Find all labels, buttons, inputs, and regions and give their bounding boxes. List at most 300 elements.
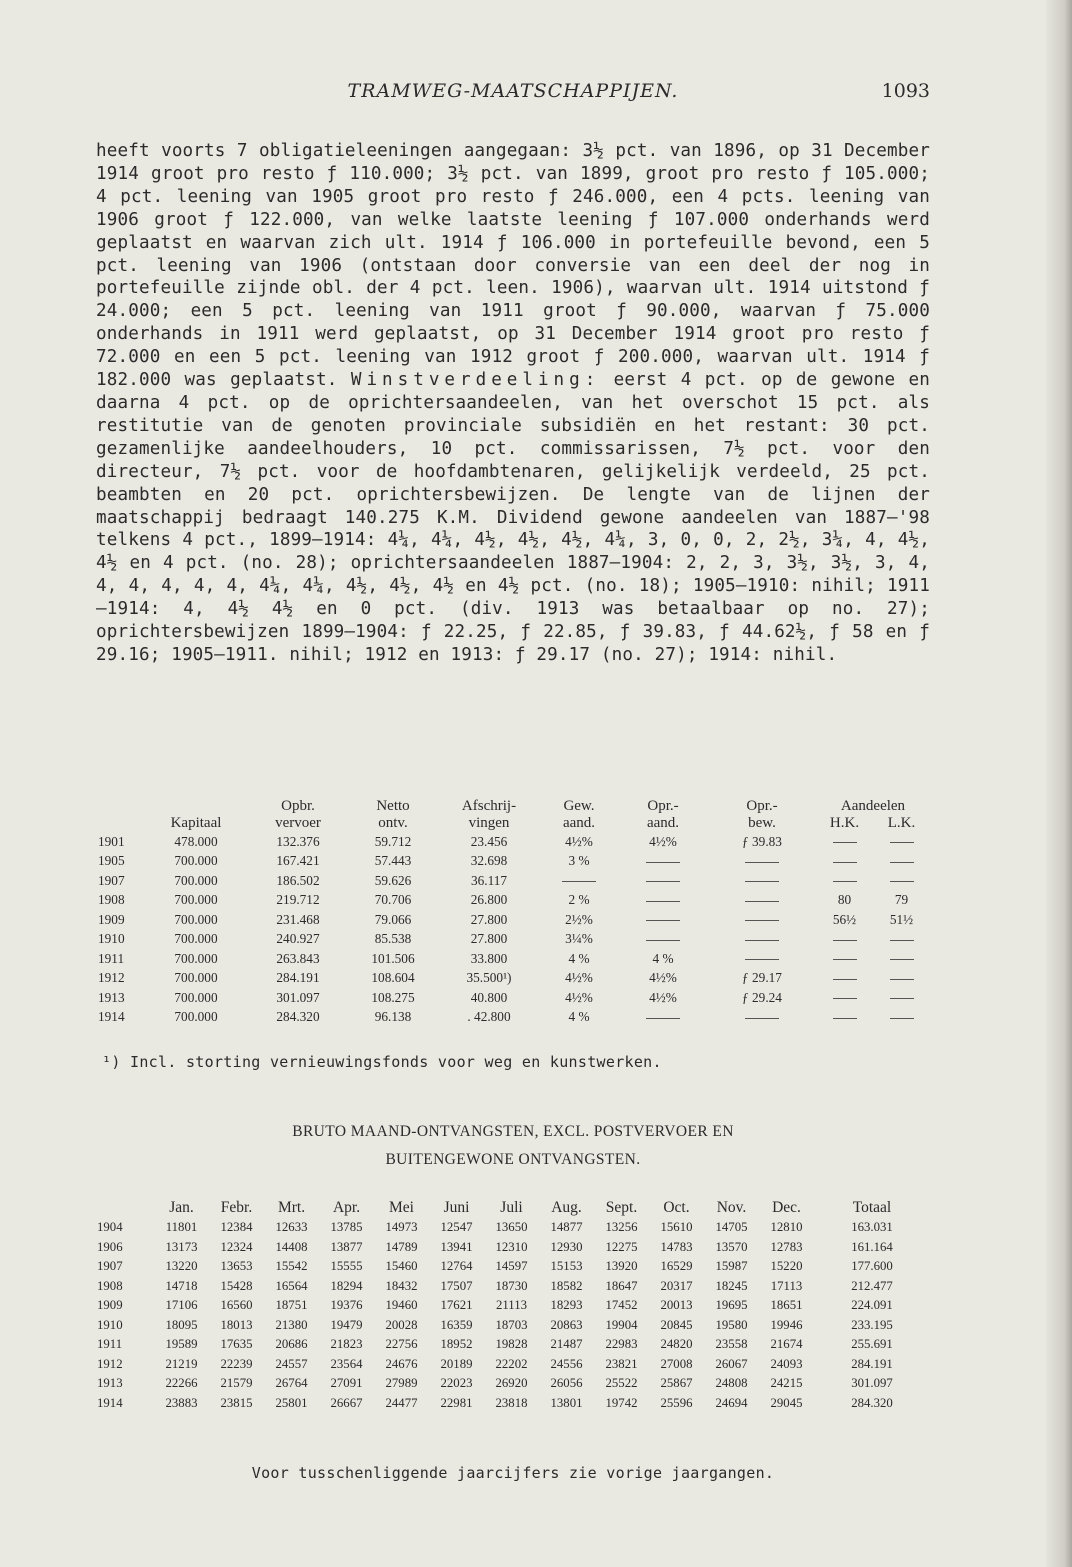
cell-opr-aand: 4 % [652, 950, 674, 966]
table-row [96, 949, 930, 969]
dash-mark [890, 881, 914, 882]
monthly-section-title [96, 1118, 930, 1174]
cell-month-value: 13801 [550, 1395, 583, 1410]
col-header-vingen: vingen [468, 815, 510, 831]
table-row [96, 1218, 930, 1238]
month-header: Oct. [663, 1198, 690, 1216]
cell-ontv: 70.706 [374, 892, 412, 908]
dash-mark [833, 862, 857, 863]
table-header-row-bottom [96, 815, 930, 832]
cell-kapitaal: 700.000 [174, 911, 218, 927]
monthly-title-line-2: BUITENGEWONE ONTVANGSTEN. [385, 1151, 641, 1168]
cell-month-value: 22023 [440, 1376, 473, 1391]
dash-mark [646, 862, 680, 863]
cell-opr-aand [618, 871, 708, 891]
col-header-opr-aand: Opr.- [647, 798, 679, 814]
cell-hk [816, 969, 873, 989]
cell-month-value: 16359 [440, 1317, 473, 1332]
table-row [96, 852, 930, 872]
cell-ontv: 85.538 [374, 931, 412, 947]
cell-opr-bew [708, 1008, 816, 1028]
cell-month-value: 12810 [770, 1220, 803, 1235]
cell-month-value: 13570 [715, 1239, 748, 1254]
row-year: 1912 [97, 1356, 123, 1371]
cell-vervoer: 186.502 [276, 872, 320, 888]
cell-opr-aand [618, 891, 708, 911]
cell-month-value: 19904 [605, 1317, 638, 1332]
cell-month-value: 23821 [605, 1356, 638, 1371]
cell-hk [816, 930, 873, 950]
cell-kapitaal: 700.000 [174, 931, 218, 947]
cell-month-value: 20013 [660, 1298, 693, 1313]
cell-month-value: 14718 [165, 1278, 198, 1293]
monthly-receipts-table [96, 1197, 930, 1413]
cell-month-value: 21674 [770, 1337, 803, 1352]
cell-month-value: 14783 [660, 1239, 693, 1254]
table-row [96, 1394, 930, 1414]
cell-month-value: 21579 [220, 1376, 253, 1391]
cell-month-value: 18647 [605, 1278, 638, 1293]
monthly-table-body [96, 1218, 930, 1413]
cell-lk [873, 969, 930, 989]
cell-vervoer: 301.097 [276, 989, 320, 1005]
dash-mark [646, 1018, 680, 1019]
cell-hk [816, 852, 873, 872]
cell-month-value: 13653 [220, 1259, 253, 1274]
row-year: 1909 [97, 1298, 123, 1313]
cell-month-value: 21380 [275, 1317, 308, 1332]
cell-hk [816, 949, 873, 969]
cell-month-value: 24676 [385, 1356, 418, 1371]
cell-total: 255.691 [851, 1337, 893, 1352]
cell-hk: 56½ [832, 911, 857, 927]
cell-month-value: 20845 [660, 1317, 693, 1332]
cell-month-value: 13650 [495, 1220, 528, 1235]
month-header: Totaal [852, 1198, 892, 1216]
dash-mark [833, 881, 857, 882]
cell-month-value: 20317 [660, 1278, 693, 1293]
cell-month-value: 15542 [275, 1259, 308, 1274]
cell-month-value: 18293 [550, 1298, 583, 1313]
dash-mark [890, 862, 914, 863]
cell-month-value: 17452 [605, 1298, 638, 1313]
cell-year: 1914 [98, 1009, 125, 1025]
cell-ontv: 79.066 [374, 911, 412, 927]
cell-gew: 4½% [565, 833, 593, 849]
dash-mark [890, 842, 914, 843]
cell-month-value: 23564 [330, 1356, 363, 1371]
dash-mark [745, 1018, 779, 1019]
cell-month-value: 24477 [385, 1395, 418, 1410]
col-header-gew: Gew. [563, 798, 595, 814]
cell-month-value: 23818 [495, 1395, 528, 1410]
cell-month-value: 14789 [385, 1239, 418, 1254]
cell-opr-aand [618, 852, 708, 872]
cell-month-value: 25522 [605, 1376, 638, 1391]
cell-month-value: 19946 [770, 1317, 803, 1332]
cell-month-value: 26067 [715, 1356, 748, 1371]
cell-hk [816, 1008, 873, 1028]
cell-month-value: 18245 [715, 1278, 748, 1293]
cell-month-value: 18651 [770, 1298, 803, 1313]
cell-total: 161.164 [851, 1239, 893, 1254]
cell-ontv: 108.275 [371, 989, 415, 1005]
cell-month-value: 12324 [220, 1239, 253, 1254]
cell-month-value: 18432 [385, 1278, 418, 1293]
cell-afschr: 27.800 [470, 931, 508, 947]
cell-month-value: 19828 [495, 1337, 528, 1352]
cell-month-value: 18730 [495, 1278, 528, 1293]
page-header [96, 80, 930, 112]
running-title: TRAMWEG-MAATSCHAPPIJEN. [347, 80, 679, 102]
col-header-lk: L.K. [887, 815, 916, 831]
dash-mark [833, 1018, 857, 1019]
cell-ontv: 108.604 [371, 970, 415, 986]
footnote: ¹) Incl. storting vernieuwingsfonds voor weg en kunstwerken. [102, 1053, 662, 1071]
table-row [96, 988, 930, 1008]
cell-kapitaal: 700.000 [174, 892, 218, 908]
page-edge-shadow [1046, 0, 1072, 1567]
cell-lk [873, 1008, 930, 1028]
cell-year: 1907 [98, 872, 125, 888]
cell-lk [873, 871, 930, 891]
cell-opr-aand: 4½% [649, 989, 677, 1005]
cell-gew: 3¼% [565, 931, 593, 947]
cell-month-value: 12783 [770, 1239, 803, 1254]
cell-vervoer: 231.468 [276, 911, 320, 927]
cell-year: 1901 [98, 833, 125, 849]
dash-mark [745, 862, 779, 863]
cell-total: 284.191 [851, 1356, 893, 1371]
table-row [96, 930, 930, 950]
cell-month-value: 26764 [275, 1376, 308, 1391]
cell-month-value: 15220 [770, 1259, 803, 1274]
col-header-opbr: Opbr. [281, 798, 315, 814]
cell-month-value: 16529 [660, 1259, 693, 1274]
financial-table [96, 798, 930, 1027]
cell-month-value: 12764 [440, 1259, 473, 1274]
cell-afschr: . 42.800 [467, 1009, 511, 1025]
cell-month-value: 12930 [550, 1239, 583, 1254]
cell-month-value: 19589 [165, 1337, 198, 1352]
dash-mark [890, 998, 914, 999]
col-header-afschrij: Afschrij- [461, 798, 517, 814]
row-year: 1911 [97, 1337, 123, 1352]
cell-month-value: 21219 [165, 1356, 198, 1371]
cell-year: 1912 [98, 970, 125, 986]
dash-mark [562, 881, 596, 882]
cell-month-value: 18013 [220, 1317, 253, 1332]
cell-afschr: 32.698 [470, 853, 508, 869]
spaced-term: Winstverdeeling: [350, 370, 601, 391]
cell-month-value: 14597 [495, 1259, 528, 1274]
cell-opr-bew: ƒ 29.17 [742, 970, 782, 986]
cell-month-value: 12547 [440, 1220, 473, 1235]
cell-total: 163.031 [851, 1220, 893, 1235]
month-header [96, 1197, 154, 1218]
month-header: Nov. [716, 1198, 747, 1216]
cell-month-value: 19580 [715, 1317, 748, 1332]
month-header: Apr. [332, 1198, 361, 1216]
page-number: 1093 [881, 80, 930, 102]
cell-month-value: 17635 [220, 1337, 253, 1352]
cell-hk: 80 [837, 892, 852, 908]
col-header-bew: bew. [748, 815, 776, 831]
col-header-aand2: aand. [646, 815, 680, 831]
cell-lk [873, 832, 930, 852]
cell-afschr: 23.456 [470, 833, 508, 849]
cell-month-value: 27989 [385, 1376, 418, 1391]
month-header: Aug. [551, 1198, 582, 1216]
cell-vervoer: 284.320 [276, 1009, 320, 1025]
table-row [96, 1277, 930, 1297]
col-header-kapitaal-blank [144, 798, 248, 815]
cell-vervoer: 219.712 [276, 892, 320, 908]
cell-gew: 4½% [565, 970, 593, 986]
cell-month-value: 13785 [330, 1220, 363, 1235]
dash-mark [833, 959, 857, 960]
cell-month-value: 13941 [440, 1239, 473, 1254]
cell-opr-bew [708, 852, 816, 872]
col-header-aandeelen: Aandeelen [840, 798, 906, 814]
cell-month-value: 13220 [165, 1259, 198, 1274]
cell-month-value: 18294 [330, 1278, 363, 1293]
table-row [96, 1008, 930, 1028]
cell-month-value: 13173 [165, 1239, 198, 1254]
month-header: Juli [500, 1198, 523, 1216]
cell-month-value: 15555 [330, 1259, 363, 1274]
cell-lk [873, 949, 930, 969]
cell-month-value: 24556 [550, 1356, 583, 1371]
cell-month-value: 16564 [275, 1278, 308, 1293]
cell-month-value: 26056 [550, 1376, 583, 1391]
cell-month-value: 24808 [715, 1376, 748, 1391]
cell-month-value: 15428 [220, 1278, 253, 1293]
cell-month-value: 21487 [550, 1337, 583, 1352]
table-row [96, 1374, 930, 1394]
cell-total: 233.195 [851, 1317, 893, 1332]
month-header: Dec. [772, 1198, 801, 1216]
dash-mark [890, 1018, 914, 1019]
bottom-note: Voor tusschenliggende jaarcijfers zie vorige jaargangen. [251, 1464, 775, 1482]
cell-opr-bew [708, 871, 816, 891]
cell-hk [816, 832, 873, 852]
col-header-vervoer: vervoer [275, 815, 321, 831]
table-row [96, 1316, 930, 1336]
cell-gew [540, 871, 618, 891]
table-row [96, 1335, 930, 1355]
cell-opr-bew [708, 930, 816, 950]
cell-year: 1905 [98, 853, 125, 869]
cell-total: 301.097 [851, 1376, 893, 1391]
cell-month-value: 21823 [330, 1337, 363, 1352]
row-year: 1907 [97, 1259, 123, 1274]
cell-opr-bew [708, 910, 816, 930]
dash-mark [646, 901, 680, 902]
cell-afschr: 33.800 [470, 950, 508, 966]
cell-total: 212.477 [851, 1278, 893, 1293]
body-text-before: heeft voorts 7 obligatieleeningen aangegaan: 3½ pct. van 1896, op 31 December 1914 groot pro resto ƒ 110.000; 3½ pct. van 1899, groot pro resto ƒ 105.000; 4 pct. leening van 1905 groot pro resto ƒ 246.000, een 4 pcts. leening van 1906 groot ƒ 122.000, van welke laatste leening ƒ 107.000 onderhands werd geplaatst en waarvan zich ult. 1914 ƒ 106.000 in portefeuille bevond, een 5 pct. leening van 1906 (ontstaan door conversie van een deel der nog in portefeuille zijnde obl. der 4 pct. leen. 1906), waarvan ult. 1914 uitstond ƒ 24.000; een 5 pct. leening van 1911 groot ƒ 90.000, waarvan ƒ 75.000 onderhands in 1911 werd geplaatst, op 31 December 1914 groot pro resto ƒ 72.000 en een 5 pct. leening van 1912 groot ƒ 200.000, waarvan ult. 1914 ƒ 182.000 was geplaatst. [96, 141, 930, 391]
cell-month-value: 24694 [715, 1395, 748, 1410]
col-header-ontv: ontv. [378, 815, 408, 831]
cell-month-value: 14973 [385, 1220, 418, 1235]
cell-opr-bew: ƒ 39.83 [742, 833, 782, 849]
table-row [96, 1296, 930, 1316]
month-header: Sept. [605, 1198, 638, 1216]
financial-table-body [96, 832, 930, 1027]
dash-mark [646, 920, 680, 921]
cell-month-value: 19742 [605, 1395, 638, 1410]
row-year: 1908 [97, 1278, 123, 1293]
cell-month-value: 20189 [440, 1356, 473, 1371]
cell-month-value: 19460 [385, 1298, 418, 1313]
table-row [96, 891, 930, 911]
cell-month-value: 25867 [660, 1376, 693, 1391]
row-year: 1913 [97, 1376, 123, 1391]
col-header-kapitaal: Kapitaal [170, 815, 222, 831]
cell-year: 1909 [98, 911, 125, 927]
cell-month-value: 20863 [550, 1317, 583, 1332]
cell-month-value: 24093 [770, 1356, 803, 1371]
cell-vervoer: 284.191 [276, 970, 320, 986]
cell-opr-aand: 4½% [649, 833, 677, 849]
cell-opr-aand [618, 930, 708, 950]
table-row [96, 1238, 930, 1258]
cell-month-value: 29045 [770, 1395, 803, 1410]
cell-month-value: 17507 [440, 1278, 473, 1293]
cell-lk [873, 930, 930, 950]
table-row [96, 910, 930, 930]
cell-gew: 3 % [568, 853, 590, 869]
cell-gew: 4 % [568, 950, 590, 966]
col-header-opr-bew: Opr.- [746, 798, 778, 814]
cell-month-value: 11801 [165, 1220, 198, 1235]
cell-opr-bew [708, 891, 816, 911]
cell-lk: 79 [894, 892, 909, 908]
cell-month-value: 12310 [495, 1239, 528, 1254]
cell-month-value: 16560 [220, 1298, 253, 1313]
cell-month-value: 22981 [440, 1395, 473, 1410]
dash-mark [890, 940, 914, 941]
cell-month-value: 12275 [605, 1239, 638, 1254]
cell-month-value: 14877 [550, 1220, 583, 1235]
body-text-after: eerst 4 pct. op de gewone en daarna 4 pct. op de oprichtersaandeelen, van het overschot 15 pct. als restitutie van de genoten provinciale subsidiën en het restant: 30 pct. gezamenlijke aandeelhouders, 10 pct. commissarissen, 7½ pct. voor den directeur, 7½ pct. voor de hoofdambtenaren, gelijkelijk verdeeld, 25 pct. beambten en 20 pct. oprichtersbewijzen. De lengte van de lijnen der maatschappij bedraagt 140.275 K.M. Dividend gewone aandeelen van 1887—'98 telkens 4 pct., 1899—1914: 4¼, 4¼, 4½, 4½, 4½, 4¼, 3, 0, 0, 2, 2½, 3¼, 4, 4½, 4½ en 4 pct. (no. 28); oprichtersaandeelen 1887—1904: 2, 2, 3, 3½, 3½, 3, 4, 4, 4, 4, 4, 4, 4¼, 4¼, 4½, 4½, 4½ en 4½ pct. (no. 18); 1905—1910: nihil; 1911—1914: 4, 4½ 4½ en 0 pct. (div. 1913 was betaalbaar op no. 27); oprichtersbewijzen 1899—1904: ƒ 22.25, ƒ 22.85, ƒ 39.83, ƒ 44.62½, ƒ 58 en ƒ 29.16; 1905—1911. nihil; 1912 en 1913: ƒ 29.17 (no. 27); 1914: nihil. [96, 370, 931, 665]
cell-afschr: 26.800 [470, 892, 508, 908]
cell-month-value: 20028 [385, 1317, 418, 1332]
cell-month-value: 14705 [715, 1220, 748, 1235]
cell-month-value: 23558 [715, 1337, 748, 1352]
cell-kapitaal: 700.000 [174, 989, 218, 1005]
cell-hk [816, 988, 873, 1008]
table-header-row-top [96, 798, 930, 815]
row-year: 1910 [97, 1317, 123, 1332]
cell-ontv: 101.506 [371, 950, 415, 966]
cell-vervoer: 167.421 [276, 853, 320, 869]
cell-gew: 4 % [568, 1009, 590, 1025]
cell-month-value: 24820 [660, 1337, 693, 1352]
cell-month-value: 15153 [550, 1259, 583, 1274]
cell-month-value: 19479 [330, 1317, 363, 1332]
row-year: 1906 [97, 1239, 123, 1254]
cell-kapitaal: 700.000 [174, 853, 218, 869]
cell-month-value: 14408 [275, 1239, 308, 1254]
cell-kapitaal: 700.000 [174, 872, 218, 888]
cell-afschr: 40.800 [470, 989, 508, 1005]
month-header: Mrt. [277, 1198, 306, 1216]
cell-month-value: 25596 [660, 1395, 693, 1410]
cell-afschr: 35.500¹) [466, 970, 512, 986]
cell-ontv: 59.626 [374, 872, 412, 888]
cell-month-value: 18952 [440, 1337, 473, 1352]
table-row [96, 832, 930, 852]
monthly-header-row [96, 1197, 930, 1218]
dash-mark [646, 940, 680, 941]
cell-year: 1908 [98, 892, 125, 908]
cell-month-value: 27091 [330, 1376, 363, 1391]
dash-mark [745, 959, 779, 960]
cell-ontv: 59.712 [374, 833, 412, 849]
cell-month-value: 22202 [495, 1356, 528, 1371]
month-header: Jan. [169, 1198, 194, 1216]
cell-month-value: 20686 [275, 1337, 308, 1352]
cell-vervoer: 132.376 [276, 833, 320, 849]
cell-opr-bew [708, 949, 816, 969]
cell-afschr: 27.800 [470, 911, 508, 927]
cell-afschr: 36.117 [470, 872, 508, 888]
cell-ontv: 96.138 [374, 1009, 412, 1025]
cell-month-value: 19695 [715, 1298, 748, 1313]
cell-kapitaal: 700.000 [174, 1009, 218, 1025]
cell-kapitaal: 700.000 [174, 970, 218, 986]
cell-month-value: 18095 [165, 1317, 198, 1332]
cell-opr-aand [618, 910, 708, 930]
cell-month-value: 17621 [440, 1298, 473, 1313]
cell-month-value: 12633 [275, 1220, 308, 1235]
cell-month-value: 24557 [275, 1356, 308, 1371]
cell-month-value: 22756 [385, 1337, 418, 1352]
month-header: Febr. [220, 1198, 253, 1216]
cell-month-value: 26920 [495, 1376, 528, 1391]
col-header-netto: Netto [376, 798, 410, 814]
cell-kapitaal: 700.000 [174, 950, 218, 966]
cell-month-value: 15610 [660, 1220, 693, 1235]
month-header: Mei [389, 1198, 414, 1216]
dash-mark [833, 940, 857, 941]
cell-opr-bew: ƒ 29.24 [742, 989, 782, 1005]
cell-total: 177.600 [851, 1259, 893, 1274]
cell-total: 284.320 [851, 1395, 893, 1410]
cell-month-value: 18703 [495, 1317, 528, 1332]
dash-mark [745, 940, 779, 941]
cell-month-value: 19376 [330, 1298, 363, 1313]
cell-month-value: 22239 [220, 1356, 253, 1371]
cell-hk [816, 871, 873, 891]
cell-vervoer: 240.927 [276, 931, 320, 947]
cell-month-value: 15460 [385, 1259, 418, 1274]
cell-gew: 2 % [568, 892, 590, 908]
col-header-year-blank [96, 798, 144, 815]
cell-opr-aand [618, 1008, 708, 1028]
cell-month-value: 26667 [330, 1395, 363, 1410]
dash-mark [833, 998, 857, 999]
cell-year: 1910 [98, 931, 125, 947]
cell-month-value: 27008 [660, 1356, 693, 1371]
cell-gew: 2½% [565, 911, 593, 927]
dash-mark [646, 881, 680, 882]
cell-ontv: 57.443 [374, 853, 412, 869]
col-header-hk: H.K. [829, 815, 860, 831]
dash-mark [890, 979, 914, 980]
